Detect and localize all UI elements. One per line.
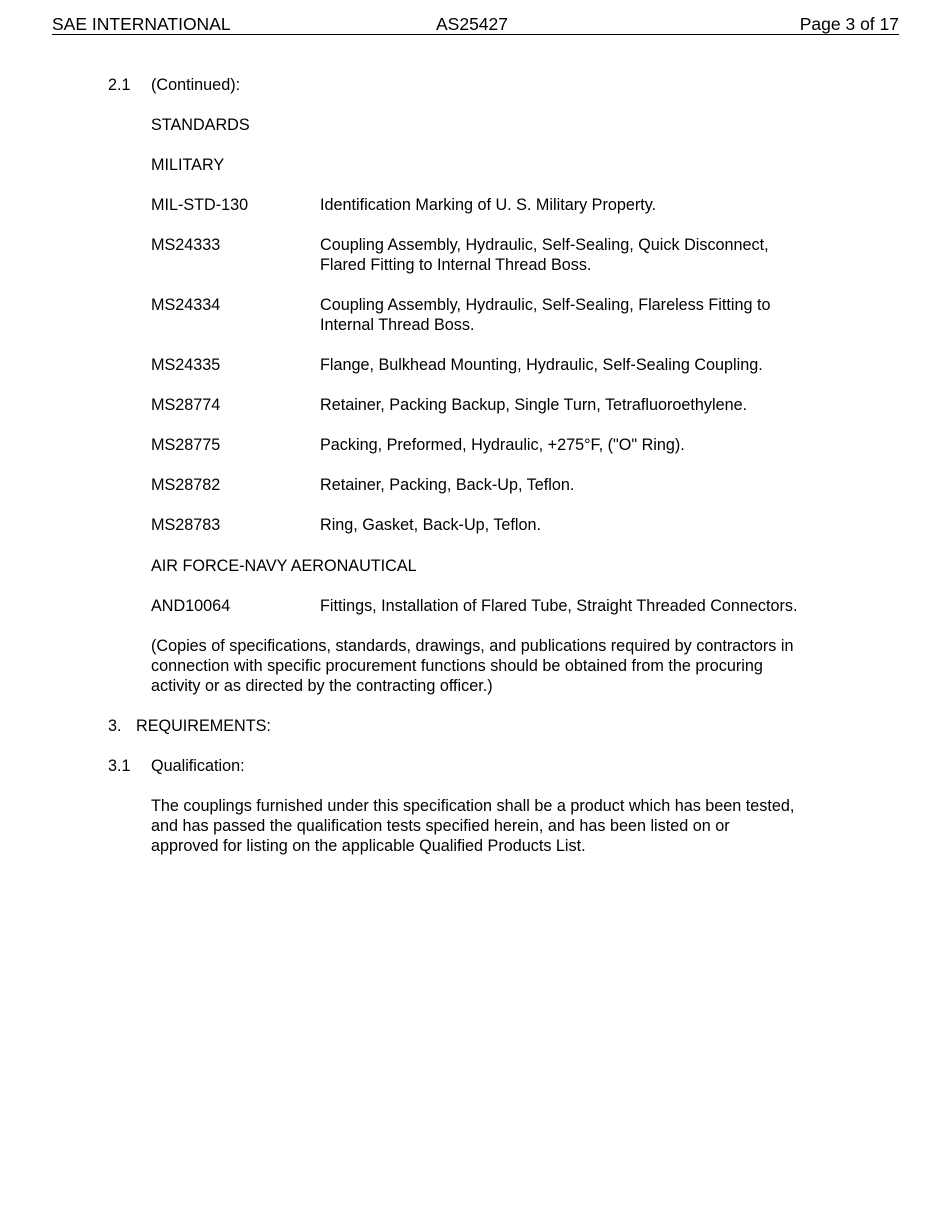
section-title: REQUIREMENTS:: [136, 717, 271, 735]
standard-code: MS24335: [151, 356, 221, 374]
section-title: (Continued):: [151, 76, 241, 94]
description-line: Packing, Preformed, Hydraulic, +275°F, ("O" Ring).: [320, 436, 685, 454]
description-line: Flared Fitting to Internal Thread Boss.: [320, 256, 592, 274]
header-organization: SAE INTERNATIONAL: [52, 14, 231, 34]
standard-description: [320, 475, 950, 495]
section-number: 3.1: [108, 757, 131, 775]
section-number: 3.: [108, 717, 122, 735]
military-heading: MILITARY: [151, 156, 225, 174]
standard-code: MS28782: [151, 476, 221, 494]
section-number: 2.1: [108, 76, 131, 94]
description-line: Ring, Gasket, Back-Up, Teflon.: [320, 516, 542, 534]
standards-heading: STANDARDS: [151, 116, 250, 134]
paragraph-line: The couplings furnished under this specification shall be a product which has been tested,: [151, 797, 795, 815]
section-title: Qualification:: [151, 757, 245, 775]
standard-code: MS24334: [151, 296, 221, 314]
standard-code: MS28775: [151, 436, 221, 454]
paragraph-line: connection with specific procurement functions should be obtained from the procuring: [151, 657, 763, 675]
standard-description: [320, 395, 950, 415]
standard-code: MS24333: [151, 236, 221, 254]
standard-description: [320, 515, 950, 535]
description-line: Flange, Bulkhead Mounting, Hydraulic, Self-Sealing Coupling.: [320, 356, 763, 374]
paragraph-line: approved for listing on the applicable Qualified Products List.: [151, 837, 586, 855]
paragraph-line: activity or as directed by the contracting officer.): [151, 677, 493, 695]
standard-code: MIL-STD-130: [151, 196, 249, 214]
standard-code: AND10064: [151, 597, 231, 615]
description-line: Fittings, Installation of Flared Tube, Straight Threaded Connectors.: [320, 597, 798, 615]
standard-code: MS28774: [151, 396, 221, 414]
header-document-id: AS25427: [436, 14, 509, 34]
paragraph-line: and has passed the qualification tests specified herein, and has been listed on or: [151, 817, 730, 835]
description-line: Coupling Assembly, Hydraulic, Self-Sealing, Flareless Fitting to: [320, 296, 771, 314]
header-page-number: Page 3 of 17: [799, 14, 899, 34]
copies-note: [151, 636, 851, 696]
page-header: [52, 14, 899, 35]
standard-description: [320, 295, 950, 335]
description-line: Internal Thread Boss.: [320, 316, 475, 334]
standard-description: [320, 235, 950, 275]
description-line: Retainer, Packing Backup, Single Turn, Tetrafluoroethylene.: [320, 396, 748, 414]
standard-code: MS28783: [151, 516, 221, 534]
qualification-paragraph: [151, 796, 851, 856]
standard-description: [320, 355, 950, 375]
standard-description: [320, 195, 950, 215]
standard-description: [320, 596, 950, 616]
paragraph-line: (Copies of specifications, standards, drawings, and publications required by contractors in: [151, 637, 794, 655]
standard-description: [320, 435, 950, 455]
description-line: Retainer, Packing, Back-Up, Teflon.: [320, 476, 575, 494]
description-line: Coupling Assembly, Hydraulic, Self-Sealing, Quick Disconnect,: [320, 236, 769, 254]
af-navy-heading: AIR FORCE-NAVY AERONAUTICAL: [151, 557, 417, 575]
description-line: Identification Marking of U. S. Military Property.: [320, 196, 657, 214]
